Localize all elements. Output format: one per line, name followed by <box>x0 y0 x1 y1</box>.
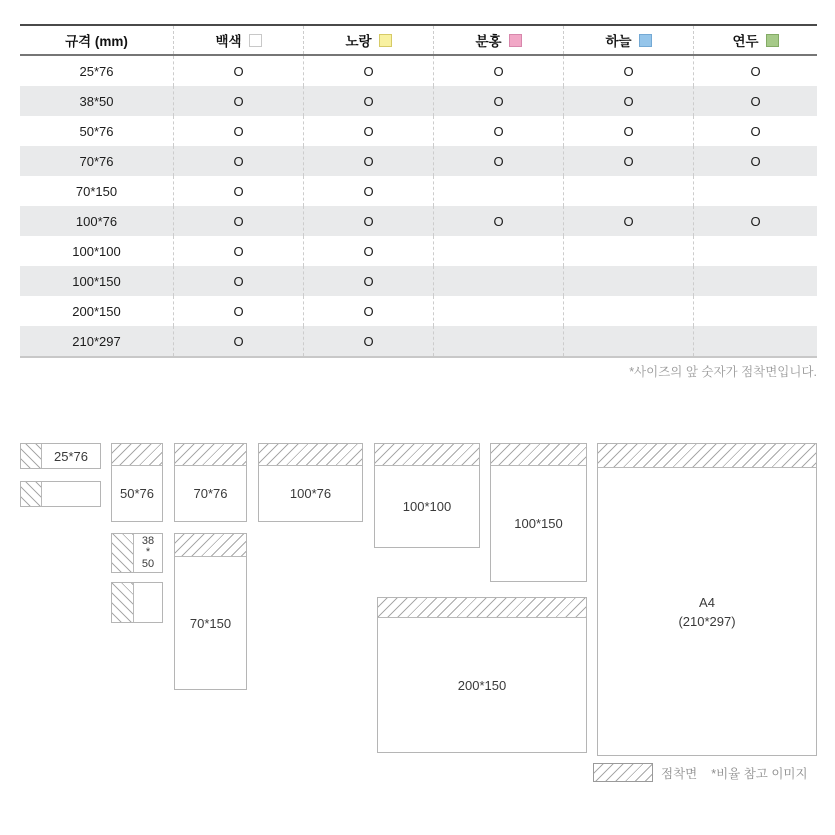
size-cell: 100*100 <box>72 243 121 259</box>
box-label <box>259 466 362 521</box>
availability-cell: O <box>303 86 433 116</box>
header-size-column: 규격 (mm) <box>65 34 128 49</box>
box-label <box>42 482 100 506</box>
color-name: 분홍 <box>475 34 502 49</box>
table-row <box>20 236 817 266</box>
header-color-column <box>563 26 693 54</box>
availability-cell <box>563 236 693 266</box>
diagram-box-38x50 <box>111 533 163 573</box>
availability-cell: O <box>563 116 693 146</box>
availability-cell: O <box>303 56 433 86</box>
size-cell: 200*150 <box>72 303 121 319</box>
header-color-column <box>693 26 817 54</box>
box-label <box>491 466 586 581</box>
availability-cell <box>433 266 563 296</box>
box-label-line: 200*150 <box>457 677 507 693</box>
box-label <box>598 468 816 755</box>
table-row <box>20 326 817 356</box>
availability-cell: O <box>563 56 693 86</box>
availability-cell: O <box>433 146 563 176</box>
box-label-line: * <box>145 546 151 559</box>
color-name: 백색 <box>215 34 242 49</box>
adhesive-hatch-area <box>259 444 362 466</box>
diagram-box-100x100 <box>374 443 480 548</box>
availability-cell: O <box>173 146 303 176</box>
header-color-column <box>303 26 433 54</box>
diagram-box-100x150 <box>490 443 587 582</box>
availability-cell <box>433 236 563 266</box>
size-cell: 38*50 <box>79 93 114 109</box>
diagram-box-25x76-unlabeled <box>20 481 101 507</box>
availability-cell <box>693 296 817 326</box>
availability-cell: O <box>303 176 433 206</box>
availability-cell <box>693 326 817 356</box>
availability-cell: O <box>693 86 817 116</box>
diagram-box-a4 <box>597 443 817 756</box>
adhesive-hatch-area <box>598 444 816 468</box>
diagram-box-70x76 <box>174 443 247 522</box>
size-cell: 50*76 <box>79 123 114 139</box>
availability-cell: O <box>303 116 433 146</box>
box-label-line: 100*76 <box>289 486 332 501</box>
table-body <box>20 56 817 356</box>
availability-cell: O <box>173 236 303 266</box>
availability-cell <box>563 326 693 356</box>
availability-cell: O <box>433 56 563 86</box>
box-label-line: (210*297) <box>678 613 736 629</box>
box-label <box>375 466 479 547</box>
box-label <box>378 618 586 752</box>
color-name: 노랑 <box>345 34 372 49</box>
availability-cell: O <box>303 236 433 266</box>
box-label-line: 70*150 <box>189 615 232 631</box>
availability-cell: O <box>693 116 817 146</box>
header-color-column <box>173 26 303 54</box>
diagram-box-70x150 <box>174 533 247 690</box>
availability-cell <box>563 176 693 206</box>
color-name: 하늘 <box>605 34 632 49</box>
diagram-box-200x150 <box>377 597 587 753</box>
color-swatch-icon <box>766 34 779 47</box>
box-label-line: A4 <box>699 594 715 610</box>
adhesive-hatch-area <box>112 534 134 572</box>
availability-cell: O <box>173 56 303 86</box>
box-label <box>134 534 162 572</box>
adhesive-hatch-area <box>21 444 42 468</box>
size-cell: 25*76 <box>79 63 114 79</box>
availability-cell: O <box>173 86 303 116</box>
size-cell: 70*76 <box>79 153 114 169</box>
adhesive-hatch-area <box>21 482 42 506</box>
availability-cell <box>693 176 817 206</box>
table-row <box>20 86 817 116</box>
availability-cell: O <box>433 86 563 116</box>
table-row <box>20 56 817 86</box>
diagram-box-25x76 <box>20 443 101 469</box>
color-swatch-icon <box>509 34 522 47</box>
table-row <box>20 296 817 326</box>
availability-cell: O <box>303 326 433 356</box>
diagram-box-100x76 <box>258 443 363 522</box>
legend-note: *비율 참고 이미지 <box>711 766 808 781</box>
table-row <box>20 206 817 236</box>
box-label-line: 25*76 <box>54 448 88 464</box>
availability-cell: O <box>173 296 303 326</box>
size-color-spec-table <box>20 24 817 358</box>
availability-cell: O <box>173 266 303 296</box>
box-label-line: 38 <box>141 534 155 547</box>
box-label-line: 100*100 <box>402 499 452 514</box>
adhesive-hatch-area <box>491 444 586 466</box>
availability-cell: O <box>173 176 303 206</box>
header-color-column <box>433 26 563 54</box>
availability-cell <box>693 236 817 266</box>
availability-cell: O <box>433 206 563 236</box>
box-label <box>175 557 246 689</box>
color-swatch-icon <box>639 34 652 47</box>
table-row <box>20 176 817 206</box>
table-footnote: *사이즈의 앞 숫자가 점착면입니다. <box>629 365 817 379</box>
box-label-line: 70*76 <box>193 486 228 501</box>
availability-cell: O <box>693 206 817 236</box>
diagram-box-38x50-unlabeled <box>111 582 163 623</box>
availability-cell <box>563 266 693 296</box>
size-cell: 100*150 <box>72 273 121 289</box>
table-row <box>20 146 817 176</box>
diagram-legend <box>593 762 808 783</box>
availability-cell <box>433 176 563 206</box>
adhesive-hatch-area <box>175 534 246 557</box>
size-cell: 210*297 <box>72 333 121 349</box>
color-swatch-icon <box>379 34 392 47</box>
box-label-line: 50 <box>141 557 155 570</box>
box-label <box>112 466 162 521</box>
availability-cell: O <box>303 146 433 176</box>
table-row <box>20 116 817 146</box>
availability-cell: O <box>563 86 693 116</box>
box-label <box>134 583 162 622</box>
availability-cell <box>433 326 563 356</box>
availability-cell: O <box>563 206 693 236</box>
availability-cell: O <box>173 116 303 146</box>
availability-cell: O <box>303 206 433 236</box>
box-label-line: 100*150 <box>514 516 563 531</box>
availability-cell: O <box>173 326 303 356</box>
availability-cell <box>693 266 817 296</box>
table-row <box>20 266 817 296</box>
availability-cell <box>433 296 563 326</box>
availability-cell: O <box>303 296 433 326</box>
box-label-line: 50*76 <box>120 486 154 501</box>
adhesive-hatch-area <box>378 598 586 618</box>
adhesive-hatch-area <box>175 444 246 466</box>
availability-cell: O <box>173 206 303 236</box>
size-cell: 70*150 <box>75 183 118 199</box>
availability-cell: O <box>693 56 817 86</box>
availability-cell: O <box>433 116 563 146</box>
adhesive-hatch-area <box>375 444 479 466</box>
color-name: 연두 <box>732 34 759 49</box>
size-cell: 100*76 <box>75 213 118 229</box>
availability-cell: O <box>693 146 817 176</box>
adhesive-hatch-area <box>112 583 134 622</box>
adhesive-hatch-area <box>112 444 162 466</box>
availability-cell <box>563 296 693 326</box>
availability-cell: O <box>563 146 693 176</box>
legend-label: 점착면 <box>661 766 698 781</box>
table-header-row <box>20 26 817 56</box>
availability-cell: O <box>303 266 433 296</box>
hatch-swatch-icon <box>593 763 653 782</box>
color-swatch-icon <box>249 34 262 47</box>
box-label <box>42 444 100 468</box>
box-label <box>175 466 246 521</box>
diagram-box-50x76 <box>111 443 163 522</box>
